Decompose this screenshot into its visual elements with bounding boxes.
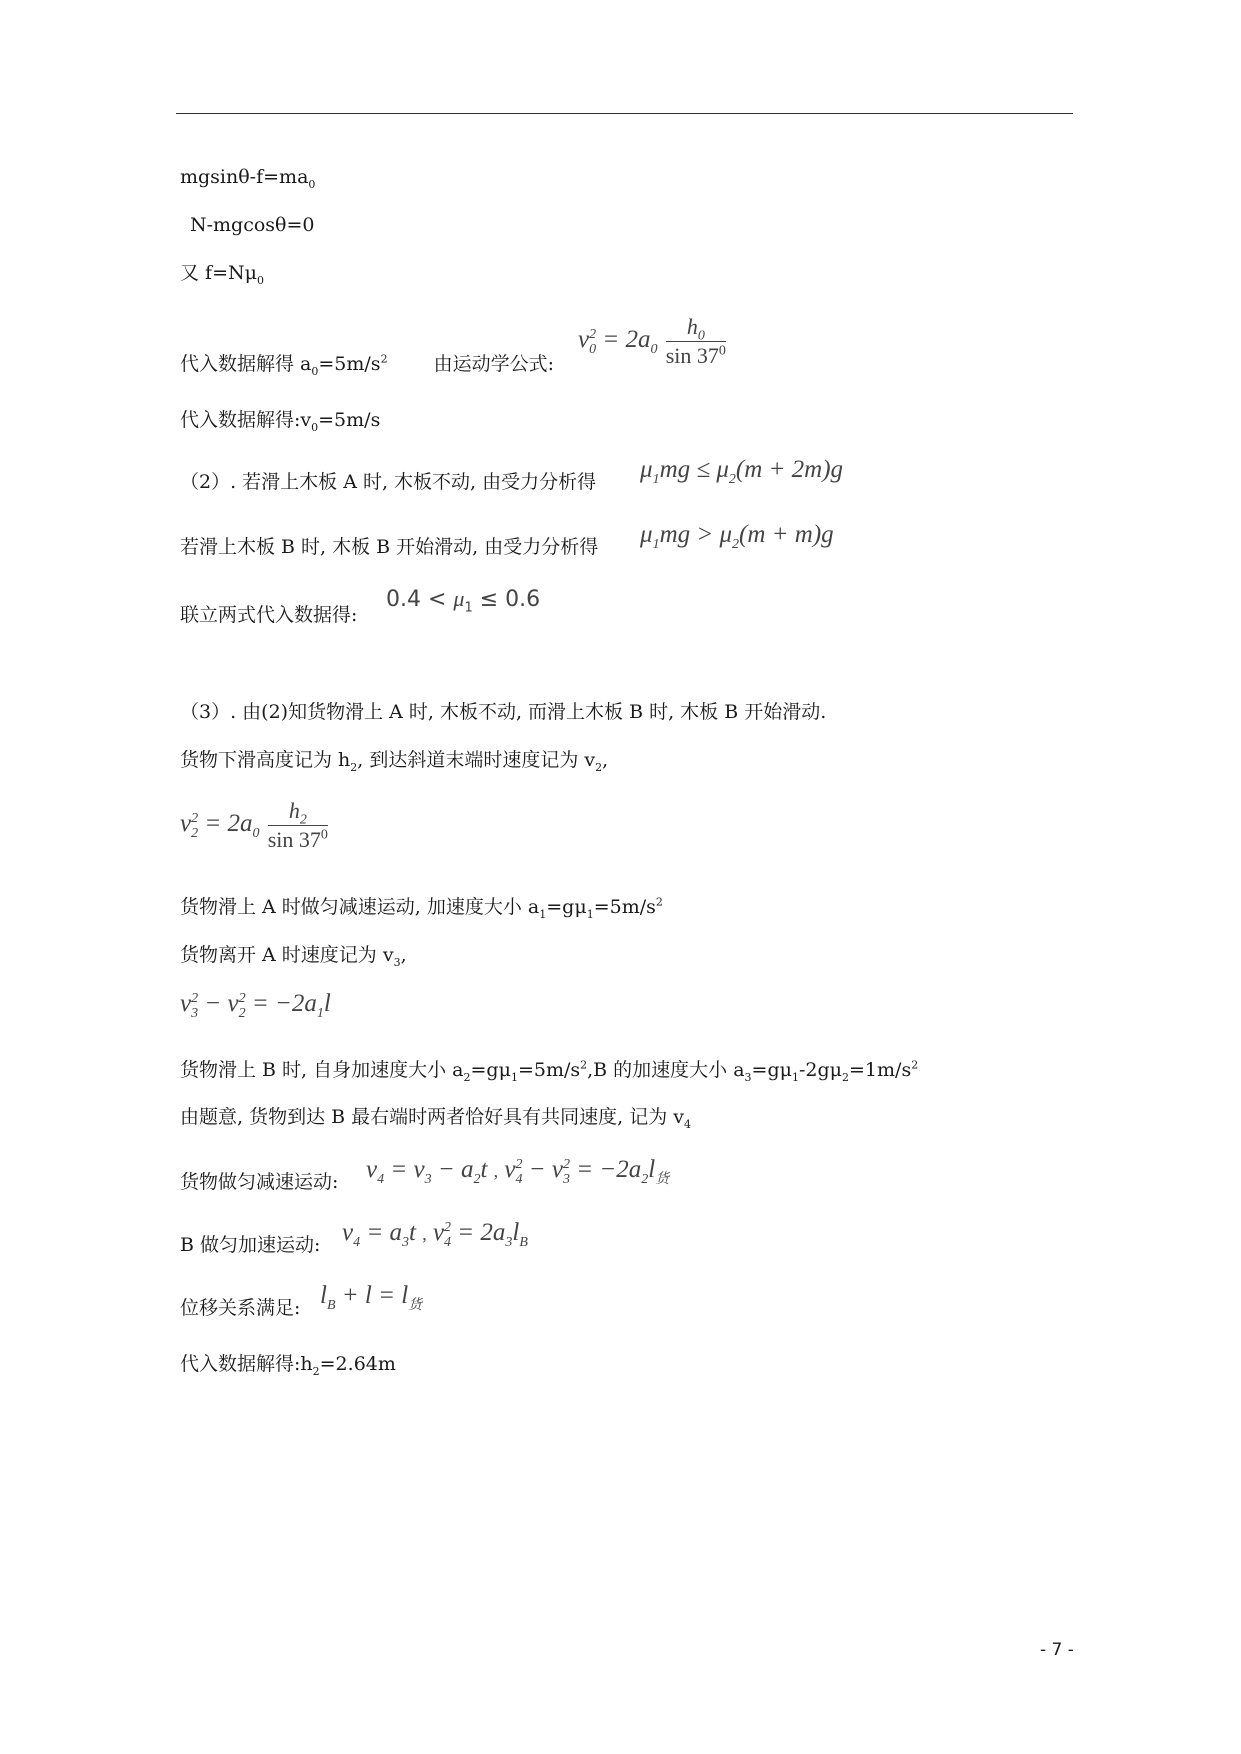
header-rule xyxy=(176,113,1073,114)
page-number: - 7 - xyxy=(1040,1640,1074,1660)
formula-v0: $v_0^2 = 2a_0$ $\frac{h_0}{\sin 37^0}$ xyxy=(578,314,726,368)
formula-ineq-b: $\mu_1mg > \mu_2(m + m)g$ xyxy=(640,521,834,552)
eq-newton-normal: N-mgcosθ=0 xyxy=(190,214,315,236)
line-v0-result: 代入数据解得$:v_0=5m/s$ xyxy=(180,409,381,434)
line-a0-result: 代入数据解得 $a_0=5m/s^2$ 由运动学公式: xyxy=(180,352,555,378)
part3-line3: 货物滑上 A 时做匀减速运动, 加速度大小 $a_1=g\mu_1=5m/s^2$ xyxy=(180,895,663,921)
part3-line5: 货物滑上 B 时, 自身加速度大小 $a_2=g\mu_1=5m/s^2,B$ 的加速度大小 $a_3=g\mu_1-2g\mu_2=1m/s^2$ xyxy=(180,1058,919,1084)
eq-newton-parallel: mgsinθ-$f=ma_0$ xyxy=(180,166,316,191)
final-result: 代入数据解得$:h_2=2.64m$ xyxy=(180,1353,396,1378)
part3-line4: 货物离开 A 时速度记为 $v_3$, xyxy=(180,944,407,969)
formula-v4-accel: $v_4 = a_3t$ , $v_4^2 = 2a_3l_B$ xyxy=(342,1219,528,1250)
part2-line2: 若滑上木板 B 时, 木板 B 开始滑动, 由受力分析得 xyxy=(180,536,599,558)
eq-friction: 又 $f=N\mu_0$ xyxy=(180,262,264,287)
part3-line9: 位移关系满足: xyxy=(180,1297,301,1319)
formula-v4-decel: $v_4 = v_3 - a_2t$ , $v_4^2 - v_3^2 = -2a_2l_货$ xyxy=(366,1156,670,1187)
formula-mu-range: $0.4 < \mu_1 \le 0.6$ xyxy=(386,586,541,616)
formula-ineq-a: $\mu_1mg \le \mu_2(m + 2m)g$ xyxy=(640,456,844,487)
part3-line1: （3）. 由(2)知货物滑上 A 时, 木板不动, 而滑上木板 B 时, 木板 B 开始滑动. xyxy=(180,701,827,723)
part3-line2: 货物下滑高度记为 $h_2$, 到达斜道末端时速度记为 $v_2$, xyxy=(180,749,609,774)
part3-line8: B 做匀加速运动: xyxy=(180,1234,321,1256)
part3-line7: 货物做匀减速运动: xyxy=(180,1171,339,1193)
part2-line3: 联立两式代入数据得: xyxy=(180,604,358,626)
part3-line6: 由题意, 货物到达 B 最右端时两者恰好具有共同速度, 记为 $v_4$ xyxy=(180,1106,691,1131)
formula-displacement: $l_B + l = l_货$ xyxy=(320,1282,423,1313)
formula-v2: $v_2^2 = 2a_0$ $\frac{h_2}{\sin 37^0}$ xyxy=(180,798,328,852)
formula-v3: $v_3^2 - v_2^2 = -2a_1l$ xyxy=(180,990,331,1021)
part2-line1: （2）. 若滑上木板 A 时, 木板不动, 由受力分析得 xyxy=(180,471,597,493)
